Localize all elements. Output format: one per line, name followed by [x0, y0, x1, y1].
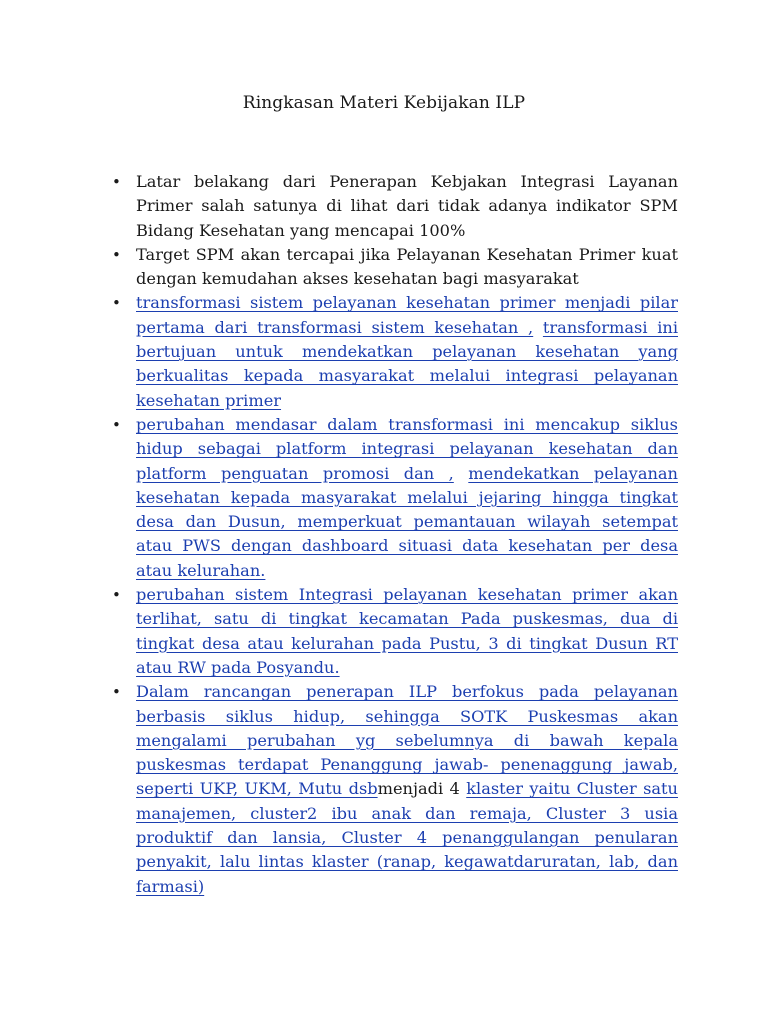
list-item [112, 170, 678, 243]
list-item [112, 680, 678, 899]
closer-services-link[interactable]: mendekatkan pelayanan kesehatan kepada masyarakat melalui jejaring hingga tingkat desa dan Dusun, memperkuat pemantauan wilayah setempat atau PWS dengan dashboard situasi data kesehatan per desa atau kelurahan. [136, 463, 678, 580]
transformation-link[interactable]: transformasi sistem pelayanan kesehatan primer menjadi pilar pertama dari transformasi sistem kesehatan , [136, 293, 678, 337]
list-item [112, 413, 678, 583]
item-plain-text: menjadi 4 [377, 779, 460, 799]
bullet-icon: • [112, 683, 121, 702]
list-item [112, 243, 678, 292]
list-item [112, 291, 678, 412]
item-text: Target SPM akan tercapai jika Pelayanan Kesehatan Primer kuat dengan kemudahan akses kesehatan bagi masyarakat [136, 244, 678, 289]
item-text: Latar belakang dari Penerapan Kebjakan Integrasi Layanan Primer salah satunya di lihat dari tidak adanya indikator SPM Bidang Kesehatan yang mencapai 100% [136, 172, 678, 240]
ilp-design-link[interactable]: Dalam rancangan penerapan ILP berfokus pada pelayanan berbasis siklus hidup, sehingga SOTK Puskesmas akan mengalami perubahan yg sebelumnya di bawah kepala puskesmas terdapat Penanggung jawab- penenaggung jawab, seperti UKP, UKM, Mutu dsb [136, 682, 678, 799]
bullet-list [112, 170, 678, 899]
list-item [112, 583, 678, 680]
bullet-icon: • [112, 245, 121, 264]
bullet-icon: • [112, 586, 121, 605]
fundamental-change-link[interactable]: perubahan mendasar dalam transformasi ini mencakup siklus hidup sebagai platform integrasi pelayanan kesehatan dan platform penguatan promosi dan , [136, 414, 678, 483]
system-change-link[interactable]: perubahan sistem Integrasi pelayanan kesehatan primer akan terlihat, satu di tingkat kecamatan Pada puskesmas, dua di tingkat desa atau kelurahan pada Pustu, 3 di tingkat Dusun RT atau RW pada Posyandu. [136, 585, 678, 677]
bullet-icon: • [112, 415, 121, 434]
cluster-link[interactable]: klaster yaitu Cluster satu manajemen, cluster2 ibu anak dan remaja, Cluster 3 usia produktif dan lansia, Cluster 4 penanggulangan penularan penyakit, lalu lintas klaster (ranap, kegawatdaruratan, lab, dan farmasi) [136, 779, 678, 896]
bullet-icon: • [112, 173, 121, 191]
bullet-icon: • [112, 294, 121, 313]
document-title: Ringkasan Materi Kebijakan ILP [242, 93, 526, 113]
transformation-purpose-link[interactable]: transformasi ini bertujuan untuk mendekatkan pelayanan kesehatan yang berkualitas kepada masyarakat melalui integrasi pelayanan kesehatan primer [136, 317, 678, 410]
